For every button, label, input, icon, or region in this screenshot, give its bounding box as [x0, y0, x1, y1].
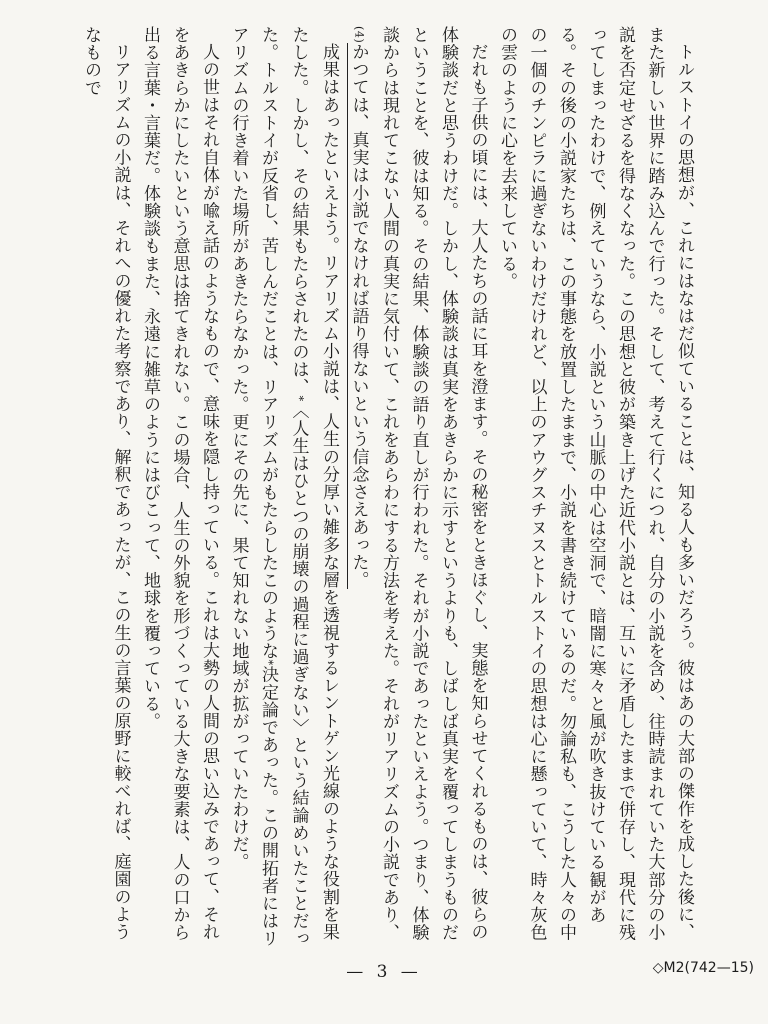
annotation-marker: (4): [352, 26, 366, 44]
paragraph-p3: [223, 26, 343, 956]
paragraph-text: リアリズムの小説は、それへの優れた考察であり、解釈であったが、この生の言葉の原野に較べれば、庭園のようなもので: [81, 26, 131, 941]
paragraph-text: 決定論であった。この開拓者にはリアリズムの行き着いた場所があきたらなかった。更にその先に、果て知れない地域が拡がっていたわけだ。: [228, 26, 278, 948]
exam-code: ◇M2(742—15): [652, 960, 754, 976]
paragraph-p4: [135, 26, 224, 956]
paragraph-p1: [492, 26, 699, 956]
main-text-vertical: [78, 26, 698, 956]
paragraph-p2: [343, 26, 492, 956]
paragraph-text: トルストイの思想が、これにはなはだ似ていることは、知る人も多いだろう。彼はあの大部の傑作を成した後に、また新しい世界に踏み込んで行った。そして、考えて行くにつれ、自分の小説を含め、往時読まれていた大部分の小説を否定せざるを得なくなった。この思想と彼が築き上げた近代小説とは、互いに矛盾したままで併存し、現代に残ってしまったわけで、例えていうなら、小説という山脈の中心は空洞で、暗闇に寒々と風が吹き抜けている観がある。その後の小説家たちは、この事態を放置したままで、小説を書き続けているのだ。勿論私も、こうした人々の中の一個のチンピラに過ぎないわけだけれど、以上のアウグスチヌスとトルストイの思想は心に懸っていて、時々灰色の雲のように心を去来している。: [497, 26, 694, 942]
underlined-passage: かつては、真実は小説でなければ語り得ないという信念さえあった。: [348, 43, 369, 589]
paragraph-p5: [78, 26, 135, 956]
annotation-marker: *: [262, 659, 275, 666]
annotation-marker: *: [292, 395, 306, 402]
paragraph-text: 〈人生はひとつの崩壊の過程に過ぎない〉という結論めいたことだった。トルストイが反省し、苦しんだことは、リアリズムがもたらしたこのような: [258, 26, 309, 948]
paragraph-text: だれも子供の頃には、大人たちの話に耳を澄ます。その秘密をときほぐし、実態を知らせてくれるものは、彼らの体験談だと思うわけだ。しかし、体験談は真実をあきらかに示すというよりも、しばしば真実を覆ってしまうものだということを、彼は知る。その結果、体験談の語り直しが行われた。それが小説であったといえよう。つまり、体験談からは現れてこない人間の真実に気付いて、これをあらわにする方法を考えた。それがリアリズムの小説であり、: [379, 26, 488, 942]
paragraph-text: 成果はあったといえよう。リアリズム小説は、人生の分厚い雑多な層を透視するレントゲン光線のような役割を果たした。しかし、その結果もたらされたのは、: [288, 26, 339, 941]
page-number: — 3 —: [346, 962, 422, 982]
paragraph-text: 人の世はそれ自体が喩え話のようなもので、意味を隠し持っている。これは大勢の人間の思い込みであって、それをあきらかにしたいという意思は捨てきれない。この場合、人生の外貌を形づくっている大きな要素は、人の口から出る言葉・言葉だ。体験談もまた、永遠に雑草のようにはびこって、地球を覆っている。: [140, 26, 219, 942]
